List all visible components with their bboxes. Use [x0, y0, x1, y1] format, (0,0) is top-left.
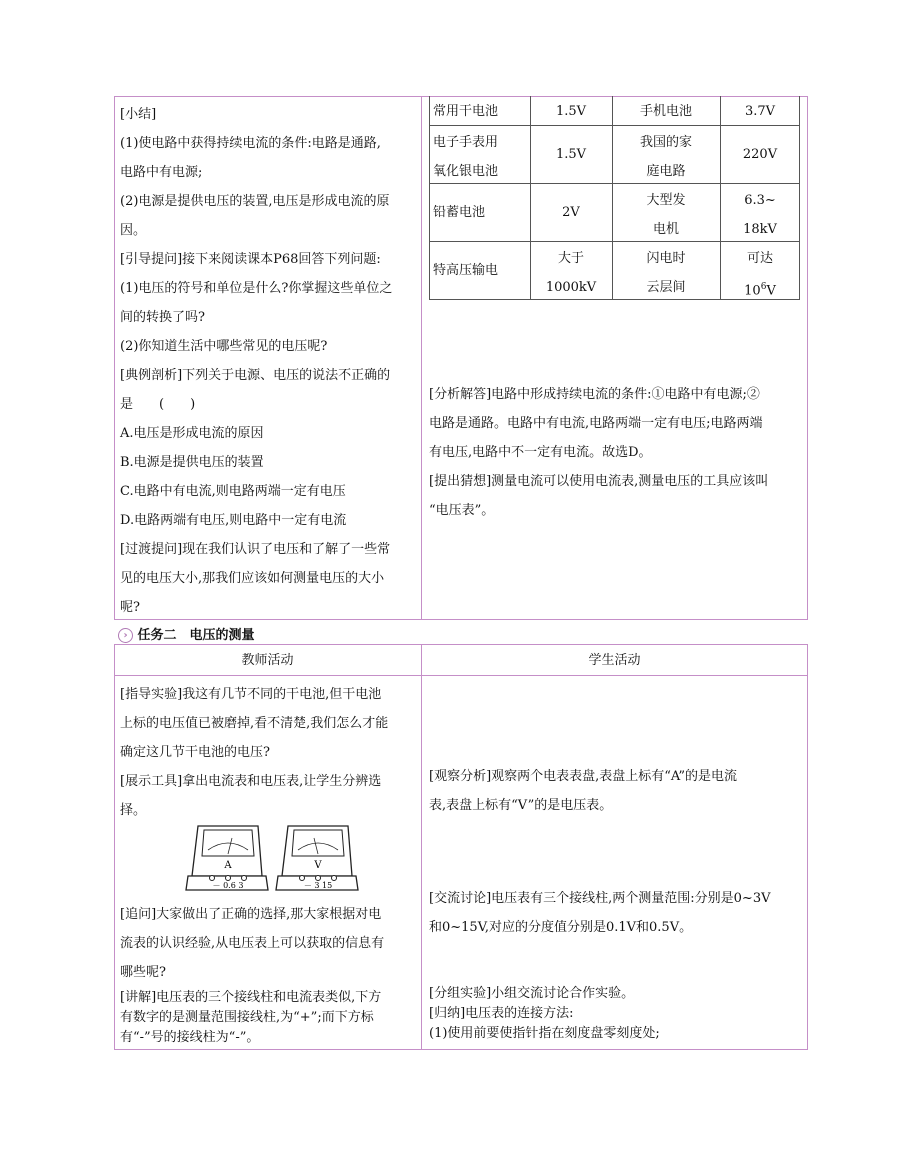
bottom-left-a	[120, 680, 416, 825]
table-cell: 手机电池	[639, 103, 692, 119]
text-line: [讲解]电压表的三个接线柱和电流表类似,下方	[120, 990, 382, 1005]
bottom-left-b	[120, 900, 416, 987]
table-cell: 可达 $10^6V$	[744, 251, 776, 299]
text-line: [追问]大家做出了正确的选择,那大家根据对电	[120, 907, 382, 922]
text-line: 电路是通路。电路中有电流,电路两端一定有电压;电路两端	[429, 416, 763, 431]
text-line: [引导提问]接下来阅读课本P68回答下列问题:	[120, 252, 381, 267]
text-line: [分组实验]小组交流讨论合作实验。	[429, 986, 635, 1001]
svg-text:V: V	[314, 860, 322, 871]
ammeter-icon	[186, 826, 268, 890]
top-left-cell	[120, 100, 416, 622]
text-line: [归纳]电压表的连接方法:	[429, 1006, 574, 1021]
text-line: (2)你知道生活中哪些常见的电压呢?	[120, 339, 328, 354]
text-line: “电压表”。	[429, 503, 495, 518]
table-cell: 闪电时 云层间	[646, 251, 686, 295]
bottom-right-a	[429, 762, 805, 820]
text-line: 择。	[120, 803, 147, 818]
text-line: [指导实验]我这有几节不同的干电池,但干电池	[120, 687, 382, 702]
text-line: A.电压是形成电流的原因	[120, 426, 264, 441]
table-cell: 大型发 电机	[646, 193, 686, 237]
table-cell: 大于 1000kV	[545, 251, 597, 295]
table-cell: 1.5V	[555, 147, 587, 162]
table-cell: 1.5V	[555, 103, 587, 119]
text-line: 因。	[120, 223, 147, 238]
text-line: (1)使电路中获得持续电流的条件:电路是通路,	[120, 136, 381, 151]
meters-illustration	[180, 820, 360, 896]
text-line: 电路中有电源;	[120, 165, 203, 180]
text-line: [交流讨论]电压表有三个接线柱,两个测量范围:分别是0~3V	[429, 891, 771, 906]
top-right-cell	[429, 380, 805, 525]
svg-text:－ 3 15: － 3 15	[303, 881, 333, 890]
text-line: 间的转换了吗?	[120, 310, 205, 325]
bottom-right-b	[429, 884, 805, 942]
svg-text:－ 0.6 3: － 0.6 3	[212, 881, 244, 890]
table-cell: 常用干电池	[433, 103, 499, 119]
table-cell: 3.7V	[744, 103, 776, 119]
text-line: (1)使用前要使指针指在刻度盘零刻度处;	[429, 1026, 660, 1041]
text-line: 和0~15V,对应的分度值分别是0.1V和0.5V。	[429, 920, 693, 935]
text-line: [展示工具]拿出电流表和电压表,让学生分辨选	[120, 774, 382, 789]
top-table-divider	[421, 96, 422, 620]
text-line: [提出猜想]测量电流可以使用电流表,测量电压的工具应该叫	[429, 474, 769, 489]
text-line: [观察分析]观察两个电表表盘,表盘上标有“A”的是电流	[429, 769, 738, 784]
text-line: [典例剖析]下列关于电源、电压的说法不正确的	[120, 368, 391, 383]
table-cell: 我国的家 庭电路	[639, 135, 692, 179]
text-line: 流表的认识经验,从电压表上可以获取的信息有	[120, 936, 385, 951]
text-line: 有“-”号的接线柱为“-”。	[120, 1030, 260, 1045]
chevron-right-icon: ›	[118, 628, 133, 643]
text-line: C.电路中有电流,则电路两端一定有电压	[120, 484, 346, 499]
bottom-left-c	[120, 988, 416, 1048]
text-line: D.电路两端有电压,则电路中一定有电流	[120, 513, 347, 528]
table-cell: 铅蓄电池	[433, 205, 486, 220]
table-cell: 6.3~ 18kV	[743, 193, 777, 237]
table-cell: 特高压输电	[433, 263, 499, 278]
text-line: (2)电源是提供电压的装置,电压是形成电流的原	[120, 194, 390, 209]
table-cell: 2V	[562, 205, 580, 220]
task-heading	[118, 624, 255, 643]
text-line: 是 ( )	[120, 397, 196, 412]
text-line: 上标的电压值已被磨掉,看不清楚,我们怎么才能	[120, 716, 389, 731]
text-line: [小结]	[120, 107, 157, 122]
text-line: 确定这几节干电池的电压?	[120, 745, 270, 760]
voltmeter-icon	[276, 826, 358, 890]
header-divider	[114, 675, 808, 676]
text-line: 表,表盘上标有“V”的是电压表。	[429, 798, 613, 813]
text-line: 有数字的是测量范围接线柱,为“+”;而下方标	[120, 1010, 374, 1025]
text-line: 见的电压大小,那我们应该如何测量电压的大小	[120, 571, 385, 586]
text-line: B.电源是提供电压的装置	[120, 455, 264, 470]
header-teacher: 教师活动	[241, 652, 294, 668]
text-line: [分析解答]电路中形成持续电流的条件:①电路中有电源;②	[429, 387, 760, 402]
bottom-table-divider	[421, 644, 422, 1050]
task-title: 任务二 电压的测量	[137, 628, 255, 643]
table-cell: 220V	[742, 147, 778, 162]
svg-text:A: A	[224, 860, 232, 871]
text-line: 呢?	[120, 600, 140, 615]
text-line: [过渡提问]现在我们认识了电压和了解了一些常	[120, 542, 391, 557]
text-line: (1)电压的符号和单位是什么?你掌握这些单位之	[120, 281, 393, 296]
text-line: 有电压,电路中不一定有电流。故选D。	[429, 445, 652, 460]
header-student: 学生活动	[588, 652, 641, 668]
table-cell: 电子手表用 氧化银电池	[433, 135, 499, 179]
bottom-right-c	[429, 984, 805, 1044]
text-line: 哪些呢?	[120, 965, 166, 980]
